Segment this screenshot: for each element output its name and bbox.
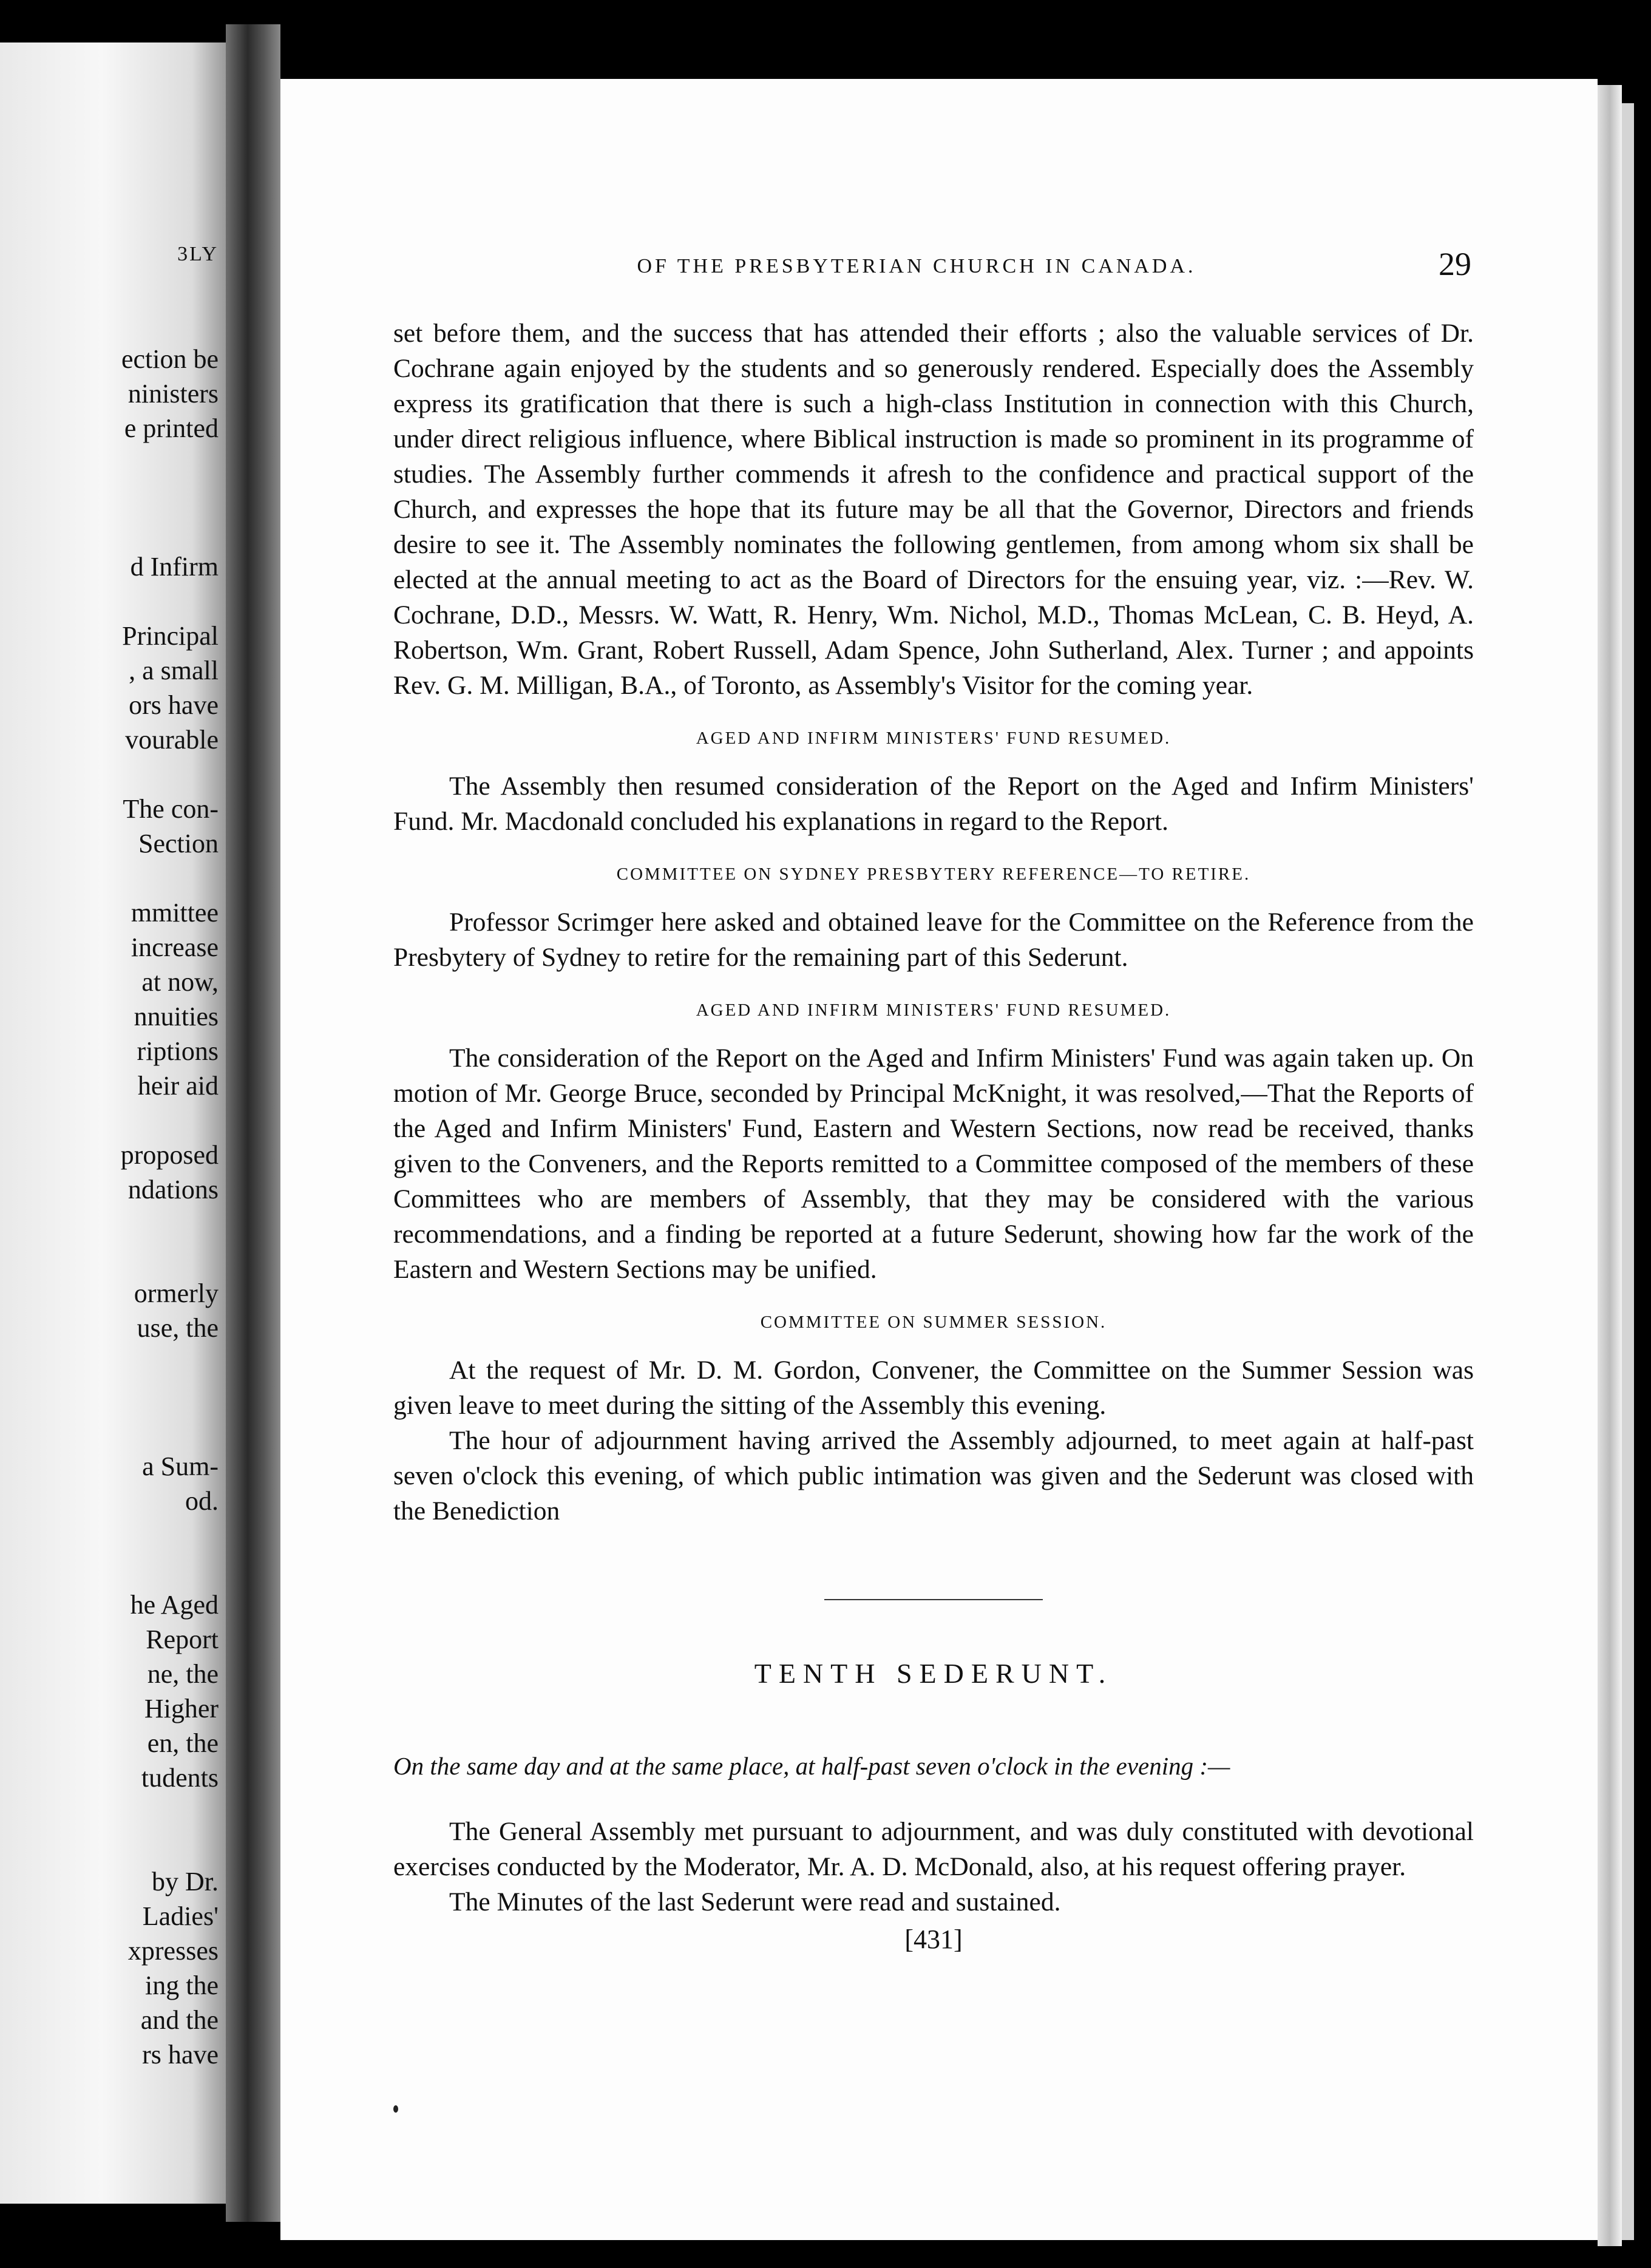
left-page-line: tudents xyxy=(141,1763,219,1793)
left-page-line: ndations xyxy=(127,1175,219,1204)
left-page-line: Ladies' xyxy=(142,1901,219,1931)
left-page-line: ninisters xyxy=(127,379,219,409)
folio: 29 xyxy=(1439,246,1471,282)
paragraph: The Minutes of the last Sederunt were read and sustained. xyxy=(449,1887,1061,1917)
page-number: [431] xyxy=(904,1924,963,1954)
paragraph: The hour of adjournment having arrived the Assembly adjourned, to meet again at half-past seven o'clock this evening, of which public intimation was given and the Sederunt was closed with the Benediction xyxy=(393,1426,1474,1526)
running-head: OF THE PRESBYTERIAN CHURCH IN CANADA. xyxy=(637,255,1196,277)
paragraph: The General Assembly met pursuant to adjournment, and was duly constituted with devotional exercises conducted by the Moderator, Mr. A. D. McDonald, also, at his request offering prayer. xyxy=(393,1817,1474,1881)
left-page-line: Section xyxy=(138,829,219,858)
left-page-line: Higher xyxy=(144,1694,219,1723)
left-page-line: Principal xyxy=(122,621,219,651)
left-page-line: xpresses xyxy=(127,1936,219,1966)
left-page-line: proposed xyxy=(120,1140,219,1170)
left-page-line: at now, xyxy=(141,967,219,997)
paragraph: Professor Scrimger here asked and obtained leave for the Committee on the Reference from the Presbytery of Sydney to retire for the remaining part of this Sederunt. xyxy=(393,908,1474,972)
section-heading: COMMITTEE ON SYDNEY PRESBYTERY REFERENCE—TO RETIRE. xyxy=(616,864,1251,884)
paragraph: set before them, and the success that has attended their efforts ; also the valuable services of Dr. Cochrane again enjoyed by the students and so generously rendered. Especially does the Assembly express its gratification that there is such a high-class Institution in connection with this Church, under direct religious influence, where Biblical instruction is made so prominent in its programme of studies. The Assembly further commends it afresh to the confidence and practical support of the Church, and expresses the hope that its future may be all that the Governor, Directors and friends desire to see it. The Assembly nominates the following gentlemen, from among whom six shall be elected at the annual meeting to act as the Board of Directors for the ensuing year, viz. :—Rev. W. Cochrane, D.D., Messrs. W. Watt, R. Henry, Wm. Nichol, M.D., Thomas McLean, C. B. Heyd, A. Robertson, Wm. Grant, Robert Russell, Adam Spence, John Sutherland, Alex. Turner ; and appoints Rev. G. M. Milligan, B.A., of Toronto, as Assembly's Visitor for the coming year. xyxy=(393,319,1474,700)
left-page-line: rs have xyxy=(142,2040,219,2069)
left-page-line: heir aid xyxy=(137,1071,219,1101)
left-page-line: Report xyxy=(146,1625,219,1654)
left-page-line: nnuities xyxy=(134,1002,219,1031)
left-page-line: vourable xyxy=(125,725,219,755)
page-edge xyxy=(1622,103,1634,2240)
left-page-line: riptions xyxy=(137,1036,219,1066)
left-page-line: en, the xyxy=(147,1728,219,1758)
left-page-line: ection be xyxy=(121,344,219,374)
paragraph: The consideration of the Report on the Aged and Infirm Ministers' Fund was again taken up. On motion of Mr. George Bruce, seconded by Principal McKnight, it was resolved,—That the Reports of the Aged and Infirm Ministers' Fund, Eastern and Western Sections, now read be received, thanks given to the Conveners, and the Reports remitted to a Committee composed of the members of these Committees who are members of Assembly, that they may be considered with the various recommendations, and a finding be reported at a future Sederunt, showing how far the work of the Eastern and Western Sections may be unified. xyxy=(393,1044,1474,1284)
section-heading: AGED AND INFIRM MINISTERS' FUND RESUMED. xyxy=(696,1000,1171,1020)
ink-speck xyxy=(393,2105,398,2113)
left-page-line: The con- xyxy=(123,794,219,824)
left-page-line: ormerly xyxy=(134,1278,219,1308)
left-page-line: by Dr. xyxy=(152,1867,219,1896)
divider xyxy=(824,1599,1043,1600)
left-page-line: a Sum- xyxy=(142,1451,219,1481)
paragraph: At the request of Mr. D. M. Gordon, Convener, the Committee on the Summer Session was given leave to meet during the sitting of the Assembly this evening. xyxy=(393,1356,1474,1420)
left-page-line: he Aged xyxy=(130,1590,219,1620)
left-page-line: mmittee xyxy=(131,898,219,928)
left-page-line: ors have xyxy=(129,690,219,720)
left-page-line: increase xyxy=(131,932,219,962)
sederunt-intro: On the same day and at the same place, at half-past seven o'clock in the evening :— xyxy=(393,1752,1230,1780)
left-page-line: , a small xyxy=(129,656,219,685)
left-page-line: use, the xyxy=(137,1313,219,1343)
book-gutter xyxy=(226,24,280,2222)
section-heading: COMMITTEE ON SUMMER SESSION. xyxy=(760,1312,1107,1332)
previous-page xyxy=(0,42,226,2204)
left-page-line: d Infirm xyxy=(130,552,219,582)
left-page-line: ing the xyxy=(145,1971,219,2000)
left-page-line: od. xyxy=(185,1486,219,1516)
paragraph: The Assembly then resumed consideration of the Report on the Aged and Infirm Ministers' Fund. Mr. Macdonald concluded his explanations in regard to the Report. xyxy=(393,772,1474,836)
left-page-line: ne, the xyxy=(147,1659,219,1689)
left-page-line: e printed xyxy=(124,413,219,443)
sederunt-title: TENTH SEDERUNT. xyxy=(754,1658,1113,1689)
page-edge xyxy=(1598,85,1622,2246)
left-page-line: 3LY xyxy=(177,243,219,265)
left-page-line: and the xyxy=(140,2005,219,2035)
section-heading: AGED AND INFIRM MINISTERS' FUND RESUMED. xyxy=(696,728,1171,748)
main-text xyxy=(393,316,1474,1957)
